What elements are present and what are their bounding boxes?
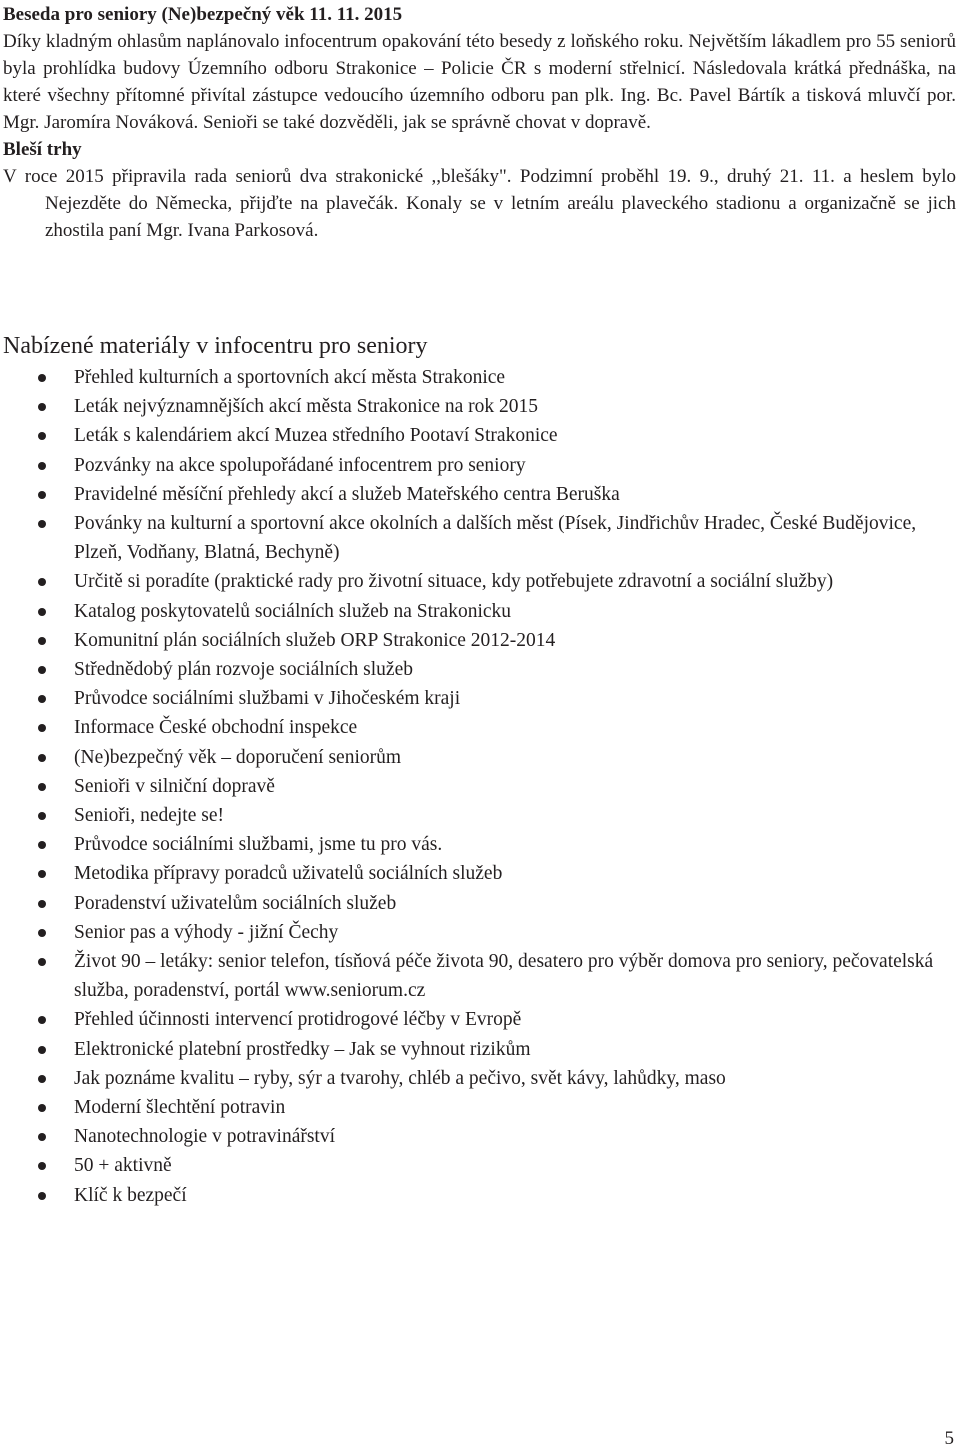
bullet-icon xyxy=(38,900,46,908)
list-item-text: Průvodce sociálními službami v Jihočeském kraji xyxy=(74,688,461,710)
bullet-icon xyxy=(38,1016,46,1024)
list-item-text: Přehled kulturních a sportovních akcí města Strakonice xyxy=(74,367,506,388)
list-item-text: Povánky na kulturní a sportovní akce okolních a dalších měst (Písek, Jindřichův Hradec, České Budějovice, Plzeň, Vodňany, Blatná, Bechyně) xyxy=(74,513,917,564)
list-item xyxy=(0,509,940,567)
list-item-text: Leták nejvýznamnějších akcí města Strakonice na rok 2015 xyxy=(74,396,539,418)
list-item-text: Klíč k bezpečí xyxy=(74,1184,187,1206)
bullet-icon xyxy=(38,666,46,674)
bullet-icon xyxy=(38,1192,46,1200)
bullet-icon xyxy=(38,724,46,732)
bullet-icon xyxy=(38,578,46,586)
list-item-text: Jak poznáme kvalitu – ryby, sýr a tvarohy, chléb a pečivo, svět kávy, lahůdky, maso xyxy=(74,1067,726,1089)
bullet-icon xyxy=(38,1075,46,1083)
list-item xyxy=(0,1064,940,1093)
list-item-text: Pozvánky na akce spolupořádané infocentrem pro seniory xyxy=(74,454,526,476)
bullet-icon xyxy=(38,403,46,411)
bullet-icon xyxy=(38,812,46,820)
list-item xyxy=(0,597,940,626)
list-item xyxy=(0,1035,940,1064)
bullet-icon xyxy=(38,1162,46,1170)
bullet-icon xyxy=(38,958,46,966)
bullet-icon xyxy=(38,1104,46,1112)
bullet-icon xyxy=(38,695,46,703)
list-item xyxy=(0,421,940,450)
list-item-text: Určitě si poradíte (praktické rady pro životní situace, kdy potřebujete zdravotní a sociální služby) xyxy=(74,571,834,593)
list-item xyxy=(0,801,940,830)
list-item xyxy=(0,1151,940,1180)
list-item xyxy=(0,713,940,742)
list-item xyxy=(0,889,940,918)
bullet-icon xyxy=(38,374,46,382)
bullet-icon xyxy=(38,462,46,470)
materials-list xyxy=(0,363,940,1210)
bullet-icon xyxy=(38,754,46,762)
list-item-text: Informace České obchodní inspekce xyxy=(74,717,358,739)
list-item xyxy=(0,655,940,684)
blesi-trhy-title: Bleší trhy xyxy=(3,139,82,160)
intro-section xyxy=(3,1,956,244)
list-item xyxy=(0,743,940,772)
bullet-icon xyxy=(38,491,46,499)
list-item-text: Senior pas a výhody - jižní Čechy xyxy=(74,921,339,943)
list-item xyxy=(0,1093,940,1122)
list-item-text: Katalog poskytovatelů sociálních služeb na Strakonicku xyxy=(74,600,512,622)
list-item xyxy=(0,392,940,421)
list-item-text: Průvodce sociálními službami, jsme tu pro vás. xyxy=(74,834,443,856)
list-item-text: Senioři v silniční dopravě xyxy=(74,775,275,797)
list-item-text: Život 90 – letáky: senior telefon, tísňová péče života 90, desatero pro výběr domova pro seniory, pečovatelská služba, poradenství, portál www.seniorum.cz xyxy=(74,951,934,1002)
bullet-icon xyxy=(38,520,46,528)
list-item-text: Elektronické platební prostředky – Jak se vyhnout rizikům xyxy=(74,1038,531,1060)
list-item xyxy=(0,1181,940,1210)
list-item xyxy=(0,918,940,947)
list-item-text: Moderní šlechtění potravin xyxy=(74,1097,286,1119)
bullet-icon xyxy=(38,432,46,440)
beseda-text: Díky kladným ohlasům naplánovalo infocentrum opakování této besedy z loňského roku. Největším lákadlem pro 55 seniorů byla prohlídka budovy Územního odboru Strakonice – Policie ČR s moderní střelnicí. Následovala krátká přednáška, na které všechny přítomné přivítal zástupce vedoucího územního odboru pan plk. Ing. Bc. Pavel Bártík a tisková mluvčí por. Mgr. Jaromíra Nováková. Senioři se také dozvěděli, jak se správně chovat v dopravě. xyxy=(3,31,956,133)
bullet-icon xyxy=(38,929,46,937)
blesi-trhy-text: V roce 2015 připravila rada seniorů dva strakonické ,,blešáky". Podzimní proběhl 19. 9., druhý 21. 11. a heslem bylo Nejezděte do Německa, přijďte na plavečák. Konaly se v letním areálu plaveckého stadionu a organizačně se jich zhostila paní Mgr. Ivana Parkosová. xyxy=(3,166,956,241)
bullet-icon xyxy=(38,1046,46,1054)
blesi-trhy-heading xyxy=(3,136,956,163)
list-item xyxy=(0,859,940,888)
list-item xyxy=(0,626,940,655)
list-item-text: 50 + aktivně xyxy=(74,1155,172,1177)
list-item-text: Komunitní plán sociálních služeb ORP Strakonice 2012-2014 xyxy=(74,629,556,651)
bullet-icon xyxy=(38,870,46,878)
list-item xyxy=(0,830,940,859)
list-item-text: Senioři, nedejte se! xyxy=(74,805,224,827)
bullet-icon xyxy=(38,1133,46,1141)
page-number: 5 xyxy=(944,1428,954,1449)
list-item xyxy=(0,480,940,509)
list-item xyxy=(0,1122,940,1151)
bullet-icon xyxy=(38,783,46,791)
list-item xyxy=(0,567,940,596)
materials-title: Nabízené materiály v infocentru pro seniory xyxy=(3,333,428,359)
list-item xyxy=(0,1005,940,1034)
list-item-text: Pravidelné měsíční přehledy akcí a služeb Mateřského centra Beruška xyxy=(74,483,620,505)
beseda-title: Beseda pro seniory (Ne)bezpečný věk 11. 11. 2015 xyxy=(3,4,403,25)
list-item xyxy=(0,451,940,480)
list-item xyxy=(0,772,940,801)
bullet-icon xyxy=(38,841,46,849)
list-item-text: Metodika přípravy poradců uživatelů sociálních služeb xyxy=(74,863,503,885)
list-item-text: Leták s kalendáriem akcí Muzea středního Pootaví Strakonice xyxy=(74,425,558,447)
list-item xyxy=(0,947,940,1005)
list-item-text: Přehled účinnosti intervencí protidrogové léčby v Evropě xyxy=(74,1009,522,1031)
list-item-text: (Ne)bezpečný věk – doporučení seniorům xyxy=(74,746,402,768)
bullet-icon xyxy=(38,608,46,616)
list-item-text: Střednědobý plán rozvoje sociálních služeb xyxy=(74,659,413,681)
list-item-text: Poradenství uživatelům sociálních služeb xyxy=(74,892,397,914)
bullet-icon xyxy=(38,637,46,645)
list-item xyxy=(0,363,940,392)
list-item-text: Nanotechnologie v potravinářství xyxy=(74,1126,336,1148)
beseda-paragraph xyxy=(3,1,956,136)
list-item xyxy=(0,684,940,713)
